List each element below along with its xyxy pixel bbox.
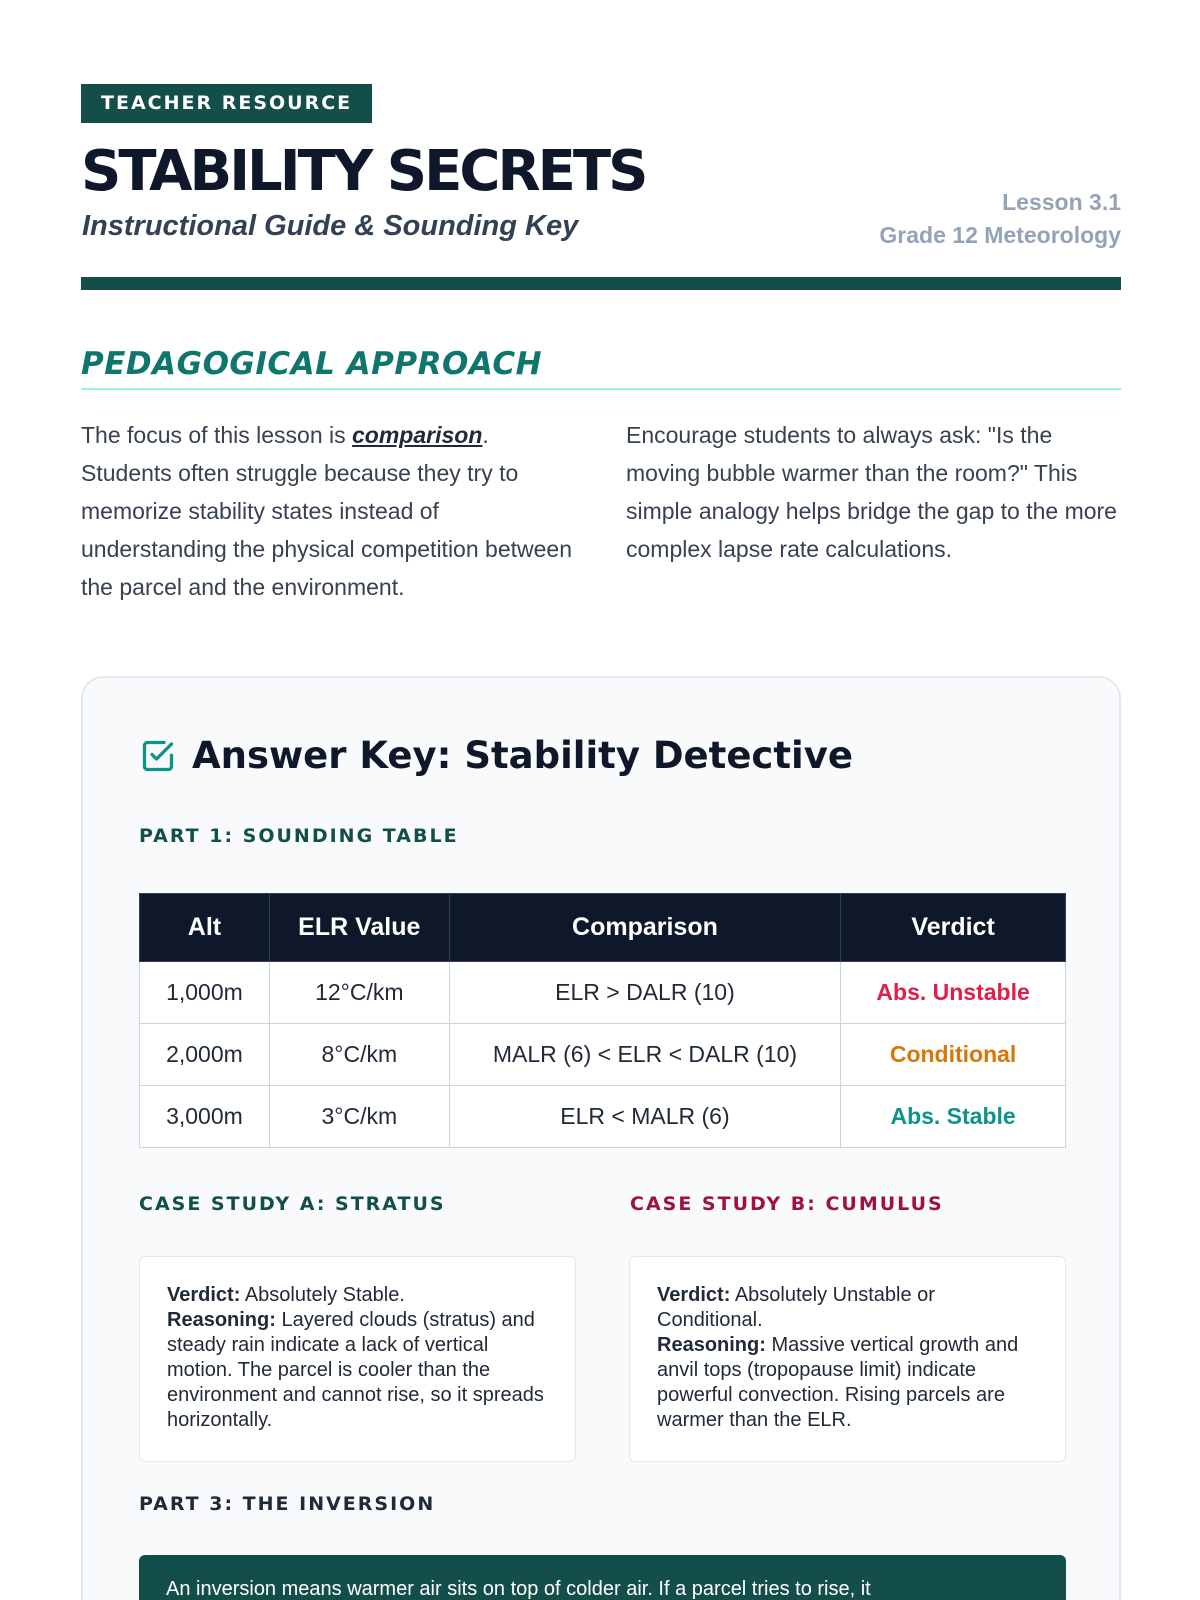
verdict-cell: Abs. Stable (841, 1086, 1066, 1148)
elr-cell: 8°C/km (269, 1024, 449, 1086)
answer-key-title: Answer Key: Stability Detective (192, 734, 853, 777)
comparison-cell: ELR > DALR (10) (449, 962, 840, 1024)
resource-tag: TEACHER RESOURCE (81, 84, 372, 123)
altitude-cell: 3,000m (140, 1086, 270, 1148)
case-study-a-box (139, 1256, 576, 1462)
elr-cell: 12°C/km (269, 962, 449, 1024)
approach-columns (81, 416, 1121, 606)
approach-intro: The focus of this lesson is (81, 422, 353, 448)
lesson-meta (879, 186, 1121, 252)
section-heading: PEDAGOGICAL APPROACH (81, 346, 1121, 390)
page-content (81, 84, 1121, 600)
altitude-cell: 2,000m (140, 1024, 270, 1086)
table-header-row (140, 894, 1066, 962)
part1-label: PART 1: SOUNDING TABLE (139, 825, 459, 847)
inversion-text: An inversion means warmer air sits on top of colder air. If a parcel tries to rise, it (166, 1578, 871, 1600)
case-a-reasoning: Layered clouds (stratus) and steady rain indicate a lack of vertical motion. The parcel is cooler than the environment and cannot rise, so it spreads horizontally. (167, 1309, 544, 1431)
part3-label: PART 3: THE INVERSION (139, 1493, 436, 1515)
approach-paragraph-2: Encourage students to always ask: "Is the moving bubble warmer than the room?" This simple analogy helps bridge the gap to the more complex lapse rate calculations. (626, 422, 1117, 562)
table-row (140, 1024, 1066, 1086)
column-header: ELR Value (269, 894, 449, 962)
case-a-verdict: Absolutely Stable. (240, 1284, 405, 1306)
altitude-cell: 1,000m (140, 962, 270, 1024)
case-b-verdict: Absolutely Unstable or Conditional. (657, 1284, 935, 1331)
reasoning-label: Reasoning: (657, 1334, 766, 1356)
page-title: STABILITY SECRETS (81, 139, 646, 204)
header (81, 84, 1121, 274)
case-b-reasoning: Massive vertical growth and anvil tops (tropopause limit) indicate powerful convection. Rising parcels are warmer than the ELR. (657, 1334, 1019, 1431)
column-header: Alt (140, 894, 270, 962)
header-divider (81, 277, 1121, 290)
verdict-label: Verdict: (167, 1284, 241, 1306)
approach-emphasis: comparison (352, 422, 483, 448)
table-row (140, 962, 1066, 1024)
comparison-cell: MALR (6) < ELR < DALR (10) (449, 1024, 840, 1086)
column-header: Verdict (841, 894, 1066, 962)
reasoning-label: Reasoning: (167, 1309, 276, 1331)
comparison-cell: ELR < MALR (6) (449, 1086, 840, 1148)
approach-paragraph-1 (81, 416, 576, 606)
table-row (140, 1086, 1066, 1148)
inversion-box (139, 1555, 1066, 1600)
column-header: Comparison (449, 894, 840, 962)
case-a-label: CASE STUDY A: STRATUS (139, 1193, 446, 1215)
elr-cell: 3°C/km (269, 1086, 449, 1148)
lesson-number: Lesson 3.1 (1002, 189, 1121, 215)
sounding-table (139, 893, 1066, 1148)
grade-level: Grade 12 Meteorology (879, 222, 1121, 248)
checkbox-icon (140, 738, 176, 774)
answer-key-card (81, 676, 1121, 1600)
case-b-label: CASE STUDY B: CUMULUS (630, 1193, 944, 1215)
verdict-cell: Conditional (841, 1024, 1066, 1086)
verdict-label: Verdict: (657, 1284, 731, 1306)
case-study-b-box (629, 1256, 1066, 1462)
page-subtitle: Instructional Guide & Sounding Key (82, 210, 579, 242)
verdict-cell: Abs. Unstable (841, 962, 1066, 1024)
approach-rest: . Students often struggle because they try to memorize stability states instead of understanding the physical competition between the parcel and the environment. (81, 422, 572, 600)
card-header (140, 734, 853, 777)
